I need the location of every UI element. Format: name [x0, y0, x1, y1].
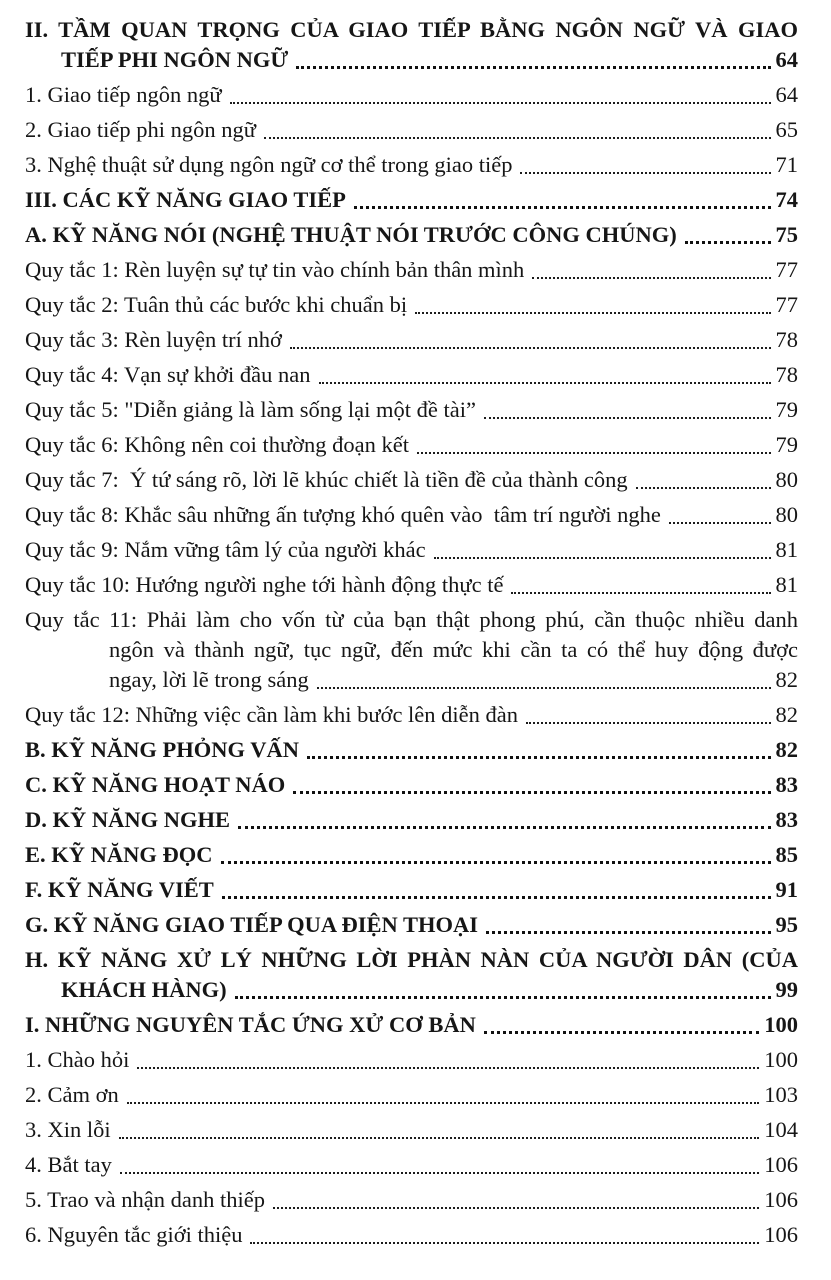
page-number: 78 — [775, 327, 798, 352]
page-number: 80 — [775, 502, 798, 527]
toc-entry-last-line — [25, 875, 798, 905]
toc-entry-text: H. KỸ NĂNG XỬ LÝ NHỮNG LỜI PHÀN NÀN CỦA NGƯỜI DÂN (CỦA — [25, 947, 798, 972]
dot-leader — [669, 522, 771, 524]
toc-entry — [25, 1150, 798, 1180]
toc-entry — [25, 185, 798, 215]
toc-entry — [25, 570, 798, 600]
page-number: 99 — [775, 977, 798, 1002]
toc-entry-last-line — [25, 115, 798, 145]
toc-entry-text: KHÁCH HÀNG) — [61, 977, 227, 1002]
toc-entry — [25, 220, 798, 250]
page-number: 100 — [764, 1012, 798, 1037]
page-number: 71 — [775, 152, 798, 177]
toc-entry-text: I. NHỮNG NGUYÊN TẮC ỨNG XỬ CƠ BẢN — [25, 1012, 476, 1037]
dot-leader — [511, 592, 770, 594]
toc-entry-last-line — [25, 665, 798, 695]
toc-entry — [25, 1185, 798, 1215]
toc-entry-last-line — [25, 570, 798, 600]
dot-leader — [137, 1067, 759, 1069]
toc-entry — [25, 255, 798, 285]
dot-leader — [290, 347, 771, 349]
toc-entry — [25, 700, 798, 730]
page-number: 85 — [775, 842, 798, 867]
toc-entry-last-line — [25, 1185, 798, 1215]
toc-entry-text: E. KỸ NĂNG ĐỌC — [25, 842, 213, 867]
dot-leader — [415, 312, 770, 314]
dot-leader — [520, 172, 770, 174]
toc-entry — [25, 360, 798, 390]
page-number: 64 — [775, 47, 798, 72]
toc-entry — [25, 535, 798, 565]
toc-entry-text: Quy tắc 5: "Diễn giảng là làm sống lại một đề tài” — [25, 397, 476, 422]
toc-entry-text: D. KỸ NĂNG NGHE — [25, 807, 231, 832]
page-number: 82 — [775, 737, 798, 762]
page-number: 77 — [775, 292, 798, 317]
dot-leader — [532, 277, 770, 279]
toc-entry-last-line — [25, 840, 798, 870]
toc-entry — [25, 805, 798, 835]
dot-leader — [526, 722, 770, 724]
dot-leader — [230, 102, 771, 104]
toc-entry-text: A. KỸ NĂNG NÓI (NGHỆ THUẬT NÓI TRƯỚC CÔNG CHÚNG) — [25, 222, 677, 247]
toc-entry — [25, 1115, 798, 1145]
page-number: 64 — [775, 82, 798, 107]
page-number: 106 — [764, 1187, 798, 1212]
toc-entry — [25, 910, 798, 940]
toc-entry-last-line — [25, 290, 798, 320]
page-number: 103 — [764, 1082, 798, 1107]
toc-entry-last-line — [25, 430, 798, 460]
toc-entry-last-line — [25, 185, 798, 215]
toc-entry — [25, 1045, 798, 1075]
dot-leader — [319, 382, 771, 384]
toc-entry-last-line — [25, 465, 798, 495]
toc-entry-text: Quy tắc 12: Những việc cần làm khi bước lên diễn đàn — [25, 702, 519, 727]
toc-entry — [25, 325, 798, 355]
dot-leader — [296, 66, 770, 69]
toc-entry — [25, 465, 798, 495]
toc-entry-last-line — [25, 360, 798, 390]
toc-entry-text: Quy tắc 1: Rèn luyện sự tự tin vào chính bản thân mình — [25, 257, 525, 282]
toc-entry-text: Quy tắc 9: Nắm vững tâm lý của người khác — [25, 537, 426, 562]
toc-entry-last-line — [25, 45, 798, 75]
toc-entry-text: ngay, lời lẽ trong sáng — [109, 667, 309, 692]
toc-entry-last-line — [25, 1010, 798, 1040]
page-number: 65 — [775, 117, 798, 142]
dot-leader — [273, 1207, 759, 1209]
toc-entry-text: 4. Bắt tay — [25, 1152, 112, 1177]
toc-entry-last-line — [25, 1220, 798, 1250]
dot-leader — [120, 1172, 759, 1174]
dot-leader — [486, 931, 771, 934]
page-number: 83 — [775, 807, 798, 832]
toc-list — [25, 15, 798, 1250]
dot-leader — [484, 1031, 759, 1034]
toc-entry-text: Quy tắc 11: Phải làm cho vốn từ của bạn thật phong phú, cần thuộc nhiều danh — [25, 607, 798, 632]
toc-entry-last-line — [25, 1150, 798, 1180]
toc-entry — [25, 80, 798, 110]
toc-entry-text: II. TẦM QUAN TRỌNG CỦA GIAO TIẾP BẰNG NGÔN NGỮ VÀ GIAO — [25, 17, 798, 42]
dot-leader — [238, 826, 770, 829]
toc-entry-last-line — [25, 700, 798, 730]
page-number: 100 — [764, 1047, 798, 1072]
dot-leader — [434, 557, 771, 559]
dot-leader — [264, 137, 771, 139]
dot-leader — [636, 487, 771, 489]
toc-entry — [25, 395, 798, 425]
toc-entry-text: III. CÁC KỸ NĂNG GIAO TIẾP — [25, 187, 346, 212]
toc-entry — [25, 840, 798, 870]
dot-leader — [235, 996, 771, 999]
toc-entry-text: Quy tắc 2: Tuân thủ các bước khi chuẩn bị — [25, 292, 408, 317]
toc-entry — [25, 1010, 798, 1040]
page-number: 77 — [775, 257, 798, 282]
toc-entry — [25, 735, 798, 765]
toc-entry-last-line — [25, 255, 798, 285]
page-number: 82 — [775, 667, 798, 692]
toc-entry-last-line — [25, 1080, 798, 1110]
toc-entry-last-line — [25, 735, 798, 765]
toc-entry — [25, 770, 798, 800]
dot-leader — [307, 756, 771, 759]
dot-leader — [317, 687, 771, 689]
toc-entry-text: F. KỸ NĂNG VIẾT — [25, 877, 214, 902]
page-number: 81 — [775, 572, 798, 597]
toc-entry-last-line — [25, 910, 798, 940]
toc-entry-last-line — [25, 535, 798, 565]
toc-entry-last-line — [25, 220, 798, 250]
page-number: 106 — [764, 1222, 798, 1247]
toc-entry-text: Quy tắc 7: Ý tứ sáng rõ, lời lẽ khúc chiết là tiền đề của thành công — [25, 467, 628, 492]
page-number: 106 — [764, 1152, 798, 1177]
dot-leader — [293, 791, 770, 794]
toc-entry-text: Quy tắc 3: Rèn luyện trí nhớ — [25, 327, 282, 352]
dot-leader — [484, 417, 771, 419]
toc-entry-last-line — [25, 325, 798, 355]
toc-entry-text: ngôn và thành ngữ, tục ngữ, đến mức khi cần ta có thể huy động được — [109, 637, 798, 662]
page-number: 91 — [775, 877, 798, 902]
toc-entry-text: 3. Nghệ thuật sử dụng ngôn ngữ cơ thể trong giao tiếp — [25, 152, 513, 177]
dot-leader — [222, 896, 771, 899]
page-number: 79 — [775, 432, 798, 457]
dot-leader — [119, 1137, 760, 1139]
dot-leader — [417, 452, 770, 454]
toc-entry-text: Quy tắc 8: Khắc sâu những ấn tượng khó quên vào tâm trí người nghe — [25, 502, 661, 527]
page-number: 75 — [775, 222, 798, 247]
dot-leader — [221, 861, 771, 864]
toc-entry-text: Quy tắc 10: Hướng người nghe tới hành động thực tế — [25, 572, 504, 597]
toc-entry — [25, 150, 798, 180]
page-number: 82 — [775, 702, 798, 727]
toc-entry-last-line — [25, 805, 798, 835]
dot-leader — [354, 206, 771, 209]
toc-entry — [25, 500, 798, 530]
toc-entry — [25, 875, 798, 905]
toc-entry-last-line — [25, 1045, 798, 1075]
toc-entry — [25, 115, 798, 145]
page-number: 95 — [775, 912, 798, 937]
toc-entry-text: 2. Giao tiếp phi ngôn ngữ — [25, 117, 256, 142]
toc-entry-text: 2. Cảm ơn — [25, 1082, 119, 1107]
dot-leader — [685, 241, 771, 244]
toc-entry — [25, 1080, 798, 1110]
toc-entry-last-line — [25, 80, 798, 110]
toc-entry — [25, 1220, 798, 1250]
page-number: 81 — [775, 537, 798, 562]
toc-entry-text: 3. Xin lỗi — [25, 1117, 111, 1142]
toc-entry — [25, 945, 798, 1005]
toc-entry-text: G. KỸ NĂNG GIAO TIẾP QUA ĐIỆN THOẠI — [25, 912, 478, 937]
toc-entry-text: Quy tắc 4: Vạn sự khởi đầu nan — [25, 362, 311, 387]
toc-entry-last-line — [25, 1115, 798, 1145]
toc-entry-last-line — [25, 150, 798, 180]
toc-entry-text: 5. Trao và nhận danh thiếp — [25, 1187, 265, 1212]
toc-entry — [25, 430, 798, 460]
page-number: 83 — [775, 772, 798, 797]
toc-entry-last-line — [25, 500, 798, 530]
page-number: 104 — [764, 1117, 798, 1142]
toc-entry-text: 6. Nguyên tắc giới thiệu — [25, 1222, 243, 1247]
toc-entry-text: B. KỸ NĂNG PHỎNG VẤN — [25, 737, 299, 762]
toc-entry — [25, 290, 798, 320]
page-number: 74 — [775, 187, 798, 212]
toc-entry-last-line — [25, 975, 798, 1005]
toc-entry-text: C. KỸ NĂNG HOẠT NÁO — [25, 772, 286, 797]
toc-entry — [25, 15, 798, 75]
toc-entry-text: TIẾP PHI NGÔN NGỮ — [61, 47, 289, 72]
toc-entry-last-line — [25, 770, 798, 800]
toc-entry-last-line — [25, 395, 798, 425]
page-number: 80 — [775, 467, 798, 492]
dot-leader — [127, 1102, 759, 1104]
toc-entry-text: Quy tắc 6: Không nên coi thường đoạn kết — [25, 432, 410, 457]
toc-entry-text: 1. Giao tiếp ngôn ngữ — [25, 82, 222, 107]
page-number: 78 — [775, 362, 798, 387]
page-number: 79 — [775, 397, 798, 422]
toc-entry — [25, 605, 798, 695]
dot-leader — [250, 1242, 759, 1244]
toc-entry-text: 1. Chào hỏi — [25, 1047, 130, 1072]
